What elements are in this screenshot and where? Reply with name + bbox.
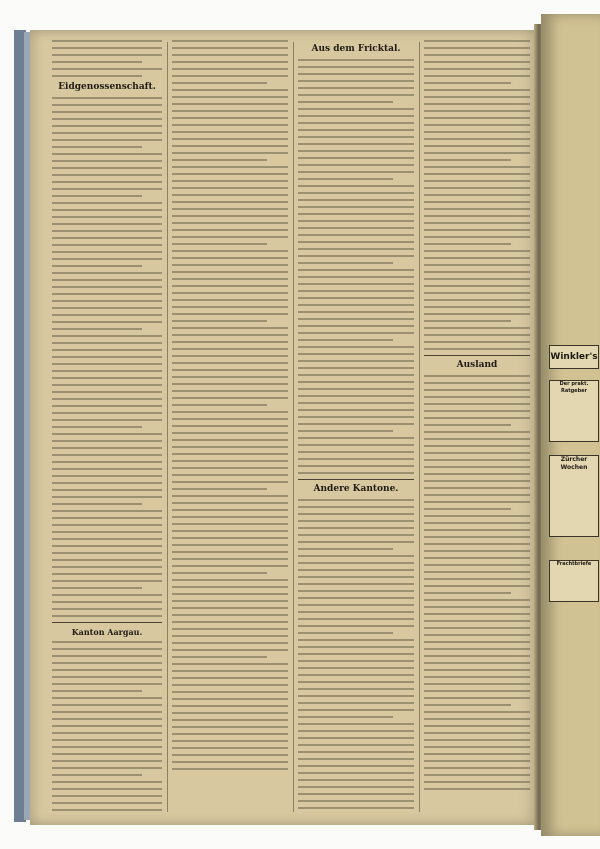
- advertisement-box: [549, 455, 599, 537]
- advertisement-box: [549, 560, 599, 602]
- column-4-text-block-1: [424, 40, 530, 350]
- column-3-text-block-1: [298, 59, 414, 474]
- advertisement-title: Der prakt. Ratgeber: [559, 381, 589, 394]
- column-1: [52, 40, 162, 815]
- section-heading: Eidgenossenschaft.: [58, 82, 156, 92]
- column-2: [172, 40, 288, 815]
- column-1-text-block-1: [52, 97, 162, 617]
- advertisement-title: Winkler's: [550, 352, 598, 362]
- column-rule: [167, 42, 168, 812]
- column-1-text-block-top: [52, 40, 162, 77]
- column-1-text-block-2: [52, 641, 162, 811]
- advertisement-box: [549, 345, 599, 369]
- section-heading: Kanton Aargau.: [71, 627, 143, 637]
- column-4-text-block-2: [424, 375, 530, 790]
- advertisement-title: Zürcher Wochen: [560, 456, 588, 471]
- column-3: [298, 40, 414, 815]
- column-4: [424, 40, 530, 815]
- column-rule: [293, 42, 294, 812]
- section-heading: Aus dem Fricktal.: [311, 44, 401, 54]
- column-rule: [419, 42, 420, 812]
- column-3-text-block-2: [298, 499, 414, 809]
- column-2-text-block: [172, 40, 288, 770]
- section-heading: Ausland: [456, 360, 498, 370]
- advertisement-box: [549, 380, 599, 442]
- advertisement-title: Frachtbriefe: [556, 561, 592, 567]
- section-heading: Andere Kantone.: [313, 484, 399, 494]
